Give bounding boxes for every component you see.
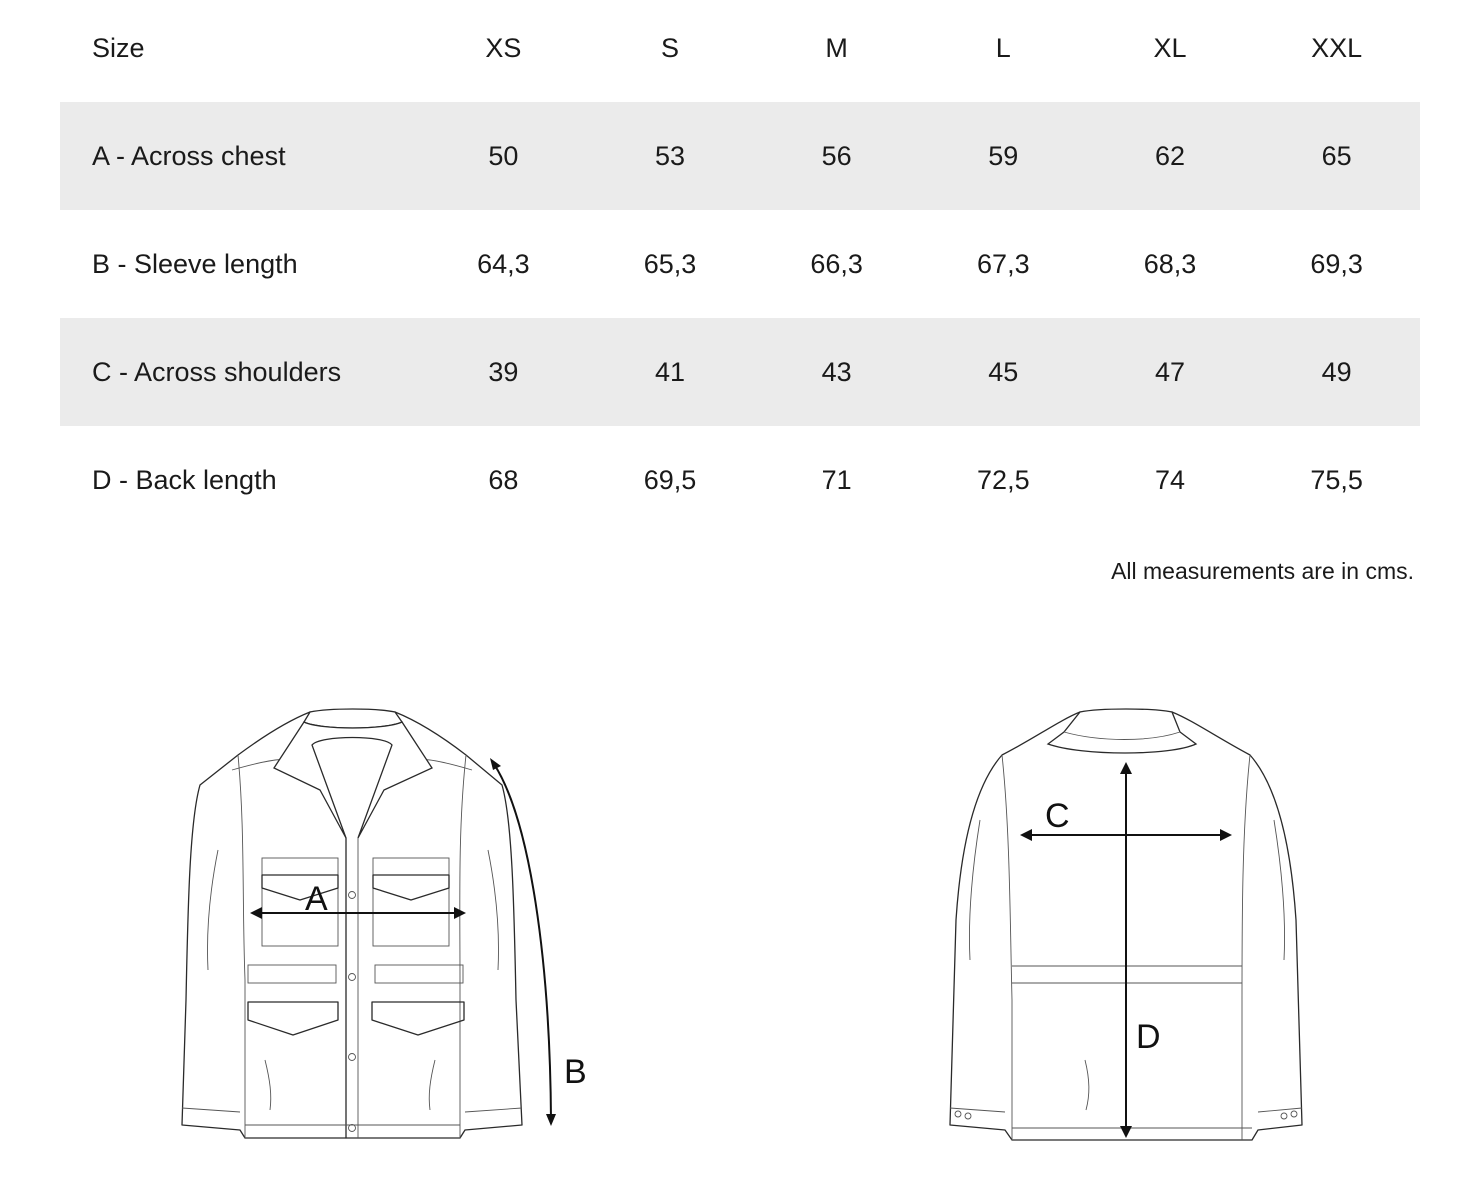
table-cell: 71 — [821, 464, 852, 495]
table-row-back-length — [60, 426, 1420, 534]
table-cell: 56 — [821, 140, 852, 171]
table-cell: 41 — [654, 356, 686, 387]
label-d: D — [1136, 1018, 1161, 1056]
table-cell: 68,3 — [1143, 248, 1197, 279]
table-cell: 64,3 — [477, 248, 530, 279]
size-chart-table — [60, 0, 1420, 534]
table-cell: 72,5 — [977, 464, 1030, 495]
table-row-sleeve-length — [60, 210, 1420, 318]
measurement-unit-note: All measurements are in cms. — [1111, 558, 1414, 584]
row-label: B - Sleeve length — [92, 248, 298, 279]
label-a: A — [305, 880, 328, 918]
label-c: C — [1045, 797, 1070, 835]
table-row-across-shoulders — [60, 318, 1420, 426]
table-cell: 39 — [488, 356, 519, 387]
header-size-s: S — [660, 33, 679, 63]
table-cell: 67,3 — [977, 248, 1030, 279]
row-label: A - Across chest — [92, 140, 286, 171]
table-cell: 43 — [821, 356, 852, 387]
row-label: C - Across shoulders — [92, 356, 342, 387]
table-cell: 62 — [1154, 140, 1185, 171]
table-header-row — [60, 0, 1420, 102]
table-cell: 50 — [488, 140, 519, 171]
table-cell: 69,3 — [1310, 248, 1363, 279]
table-row-across-chest — [60, 102, 1420, 210]
header-size-xl: XL — [1153, 33, 1187, 63]
measure-d-back-length — [1120, 762, 1161, 1138]
label-b: B — [564, 1053, 587, 1091]
header-size-m: M — [825, 33, 848, 63]
table-cell: 65 — [1321, 140, 1352, 171]
table-cell: 65,3 — [643, 248, 697, 279]
row-label: D - Back length — [92, 464, 277, 495]
table-cell: 66,3 — [810, 248, 863, 279]
table-cell: 74 — [1154, 464, 1185, 495]
table-cell: 68 — [488, 464, 519, 495]
table-cell: 75,5 — [1310, 464, 1363, 495]
table-cell: 69,5 — [643, 464, 697, 495]
header-size-xxl: XXL — [1311, 33, 1363, 63]
header-size-l: L — [995, 33, 1011, 63]
table-cell: 59 — [988, 140, 1019, 171]
measure-b-sleeve-length — [490, 758, 587, 1126]
jacket-front-diagram — [170, 700, 610, 1160]
table-cell: 47 — [1154, 356, 1185, 387]
jacket-front-illustration — [182, 709, 522, 1138]
table-cell: 45 — [988, 356, 1019, 387]
table-cell: 53 — [654, 140, 686, 171]
table-cell: 49 — [1321, 356, 1352, 387]
header-size-label: Size — [92, 33, 145, 63]
header-size-xs: XS — [485, 33, 522, 63]
jacket-back-diagram — [940, 700, 1320, 1160]
